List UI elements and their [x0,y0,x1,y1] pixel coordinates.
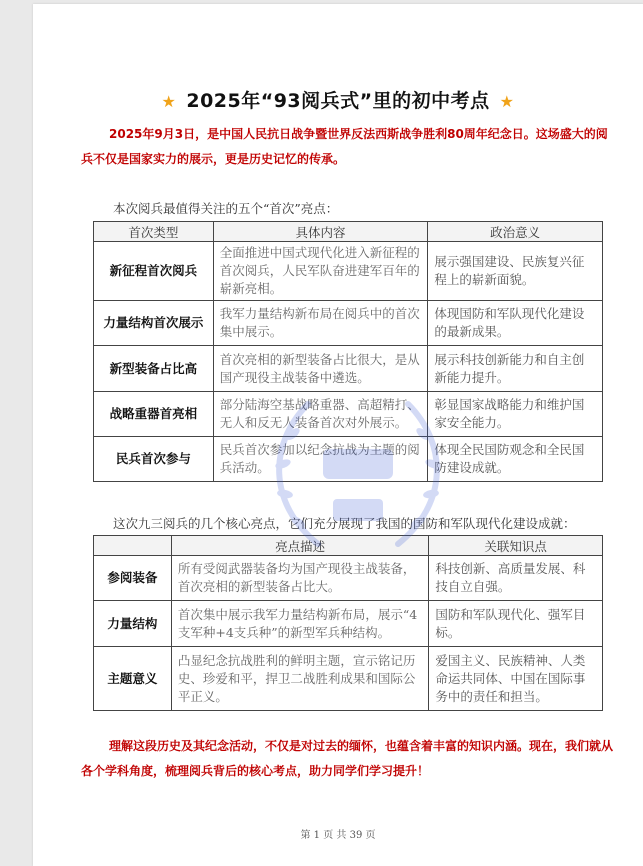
document-title [33,86,643,113]
table-header-row [94,536,603,556]
table1-lead: 本次阅兵最值得关注的五个“首次”亮点： [113,201,339,216]
table-row [94,601,603,647]
table2-lead: 这次九三阅兵的几个核心亮点，它们充分展现了我国的国防和军队现代化建设成就： [113,516,576,531]
table-cell: 体现国防和军队现代化建设的最新成果。 [428,301,603,346]
intro-paragraph: 2025年9月3日，是中国人民抗日战争暨世界反法西斯战争胜利80周年纪念日。这场盛大的阅兵不仅是国家实力的展示，更是历史记忆的传承。 [81,127,608,166]
table-cell: 部分陆海空基战略重器、高超精打、无人和反无人装备首次对外展示。 [213,392,428,437]
table-row [94,301,603,346]
table-cell: 战略重器首亮相 [94,392,214,437]
table-cell: 新型装备占比高 [94,346,214,392]
column-header: 首次类型 [94,222,214,242]
table-cell: 展示强国建设、民族复兴征程上的崭新面貌。 [428,242,603,301]
table-cell: 科技创新、高质量发展、科技自立自强。 [429,556,603,601]
table-cell: 首次集中展示我军力量结构新布局，展示“4支军种+4支兵种”的新型军兵种结构。 [171,601,428,647]
page-footer: 第 1 页 共 39 页 [300,830,376,841]
table-cell: 民兵首次参加以纪念抗战为主题的阅兵活动。 [213,437,428,482]
column-header: 亮点描述 [171,536,428,556]
highlights-table [93,535,603,711]
table-cell: 凸显纪念抗战胜利的鲜明主题，宣示铭记历史、珍爱和平，捍卫二战胜利成果和国际公平正义。 [171,647,428,711]
table-cell: 爱国主义、民族精神、人类命运共同体、中国在国际事务中的责任和担当。 [429,647,603,711]
column-header: 政治意义 [428,222,603,242]
document-page [33,4,643,866]
table-cell: 参阅装备 [94,556,172,601]
table-row [94,392,603,437]
table-cell: 力量结构 [94,601,172,647]
table-row [94,437,603,482]
table-cell: 国防和军队现代化、强军目标。 [429,601,603,647]
table-header-row [94,222,603,242]
table-row [94,647,603,711]
table-cell: 力量结构首次展示 [94,301,214,346]
star-icon: ★ [161,92,177,111]
table-cell: 全面推进中国式现代化进入新征程的首次阅兵，人民军队奋进建军百年的崭新亮相。 [213,242,428,301]
table-cell: 我军力量结构新布局在阅兵中的首次集中展示。 [213,301,428,346]
table-cell: 所有受阅武器装备均为国产现役主战装备，首次亮相的新型装备占比大。 [171,556,428,601]
table-cell: 民兵首次参与 [94,437,214,482]
table-cell: 新征程首次阅兵 [94,242,214,301]
table-cell: 首次亮相的新型装备占比很大，是从国产现役主战装备中遴选。 [213,346,428,392]
table-row [94,346,603,392]
outro-paragraph: 理解这段历史及其纪念活动，不仅是对过去的缅怀，也蕴含着丰富的知识内涵。现在，我们就从各个学科角度，梳理阅兵背后的核心考点，助力同学们学习提升！ [81,739,614,778]
table-row [94,242,603,301]
star-icon: ★ [499,92,515,111]
column-header: 具体内容 [213,222,428,242]
column-header: 关联知识点 [429,536,603,556]
table-row [94,556,603,601]
firsts-table [93,221,603,482]
column-header [94,536,172,556]
table-cell: 体现全民国防观念和全民国防建设成就。 [428,437,603,482]
title-text: 2025年“93阅兵式”里的初中考点 [186,90,490,112]
table-cell: 展示科技创新能力和自主创新能力提升。 [428,346,603,392]
table-cell: 主题意义 [94,647,172,711]
table-cell: 彰显国家战略能力和维护国家安全能力。 [428,392,603,437]
